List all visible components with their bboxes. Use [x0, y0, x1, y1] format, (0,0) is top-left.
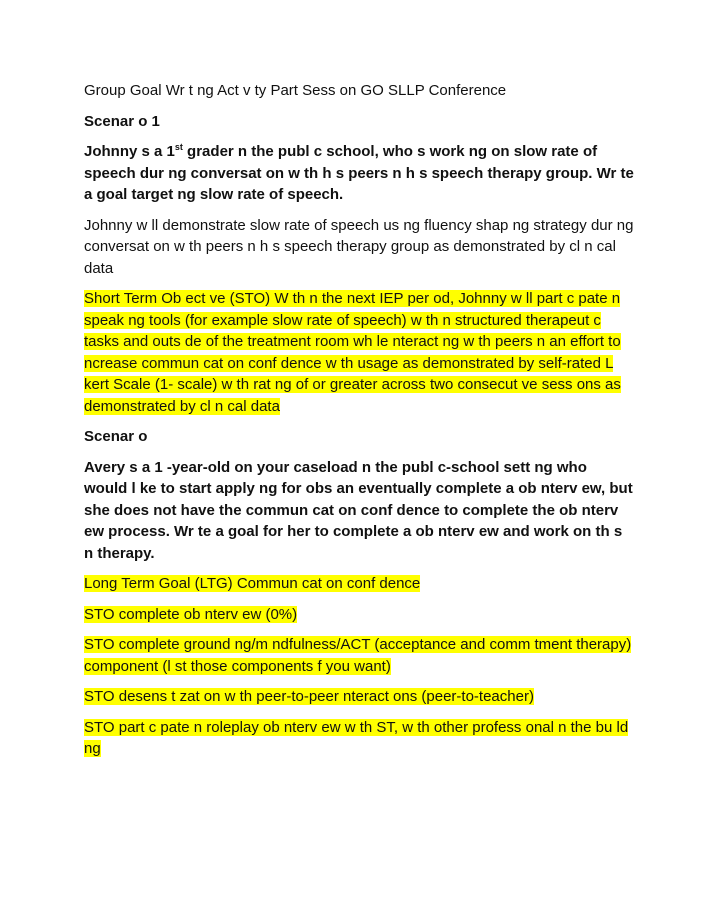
scenario-1-prompt-start: Johnny s a 1 — [84, 143, 175, 160]
scenario-1-prompt — [84, 141, 634, 206]
scenario-2-ltg: Long Term Goal (LTG) Commun cat on conf dence — [84, 575, 421, 592]
scenario-2-ltg-paragraph — [84, 573, 634, 595]
sto-item-paragraph — [84, 686, 634, 708]
document-title: Group Goal Wr t ng Act v ty Part Sess on GO SLLP Conference — [84, 82, 507, 99]
document-body — [84, 80, 634, 769]
scenario-1-goal: Johnny w ll demonstrate slow rate of speech us ng fluency shap ng strategy dur ng conversat on w th peers n h s speech therapy group as demonstrated by cl n cal data — [84, 216, 634, 277]
scenario-1-sto: Short Term Ob ect ve (STO) W th n the next IEP per od, Johnny w ll part c pate n speak ng tools (for example slow rate of speech) w th n structured therapeut c tasks and outs de of the treatment room wh le nteract ng w th peers n an effort to ncrease commun cat on conf dence w th usage as demonstrated by self-rated L kert Scale (1- scale) w th rat ng of or greater across two consecut ve sess ons as demonstrated by cl n cal data — [84, 290, 621, 415]
scenario-1-sto-paragraph — [84, 288, 634, 417]
scenario-2-prompt: Avery s a 1 -year-old on your caseload n the publ c-school sett ng who would l ke to start apply ng for obs an eventually complete a ob nterv ew, but she does not have the commun cat on conf dence to complete the ob nterv ew process. Wr te a goal for her to complete a ob nterv ew and work on th s n therapy. — [84, 458, 633, 562]
scenario-2-heading: Scenar o — [84, 428, 148, 445]
sto-item: STO part c pate n roleplay ob nterv ew w th ST, w th other profess onal n the bu ld ng — [84, 718, 629, 757]
sto-item-paragraph — [84, 634, 634, 677]
sto-item: STO complete ground ng/m ndfulness/ACT (acceptance and comm tment therapy) component (l st those components f you want) — [84, 636, 632, 675]
sto-item: STO desens t zat on w th peer-to-peer nteract ons (peer-to-teacher) — [84, 688, 534, 705]
sto-item: STO complete ob nterv ew (0%) — [84, 605, 298, 623]
sto-item-paragraph — [84, 717, 634, 760]
scenario-1-prompt-rest: grader n the publ c school, who s work ng on slow rate of speech dur ng conversat on w th h s peers n h s speech therapy group. Wr te a goal target ng slow rate of speech. — [84, 143, 634, 203]
scenario-1-heading: Scenar o 1 — [84, 112, 160, 130]
ordinal-superscript: st — [174, 142, 183, 152]
sto-item-paragraph — [84, 604, 634, 626]
